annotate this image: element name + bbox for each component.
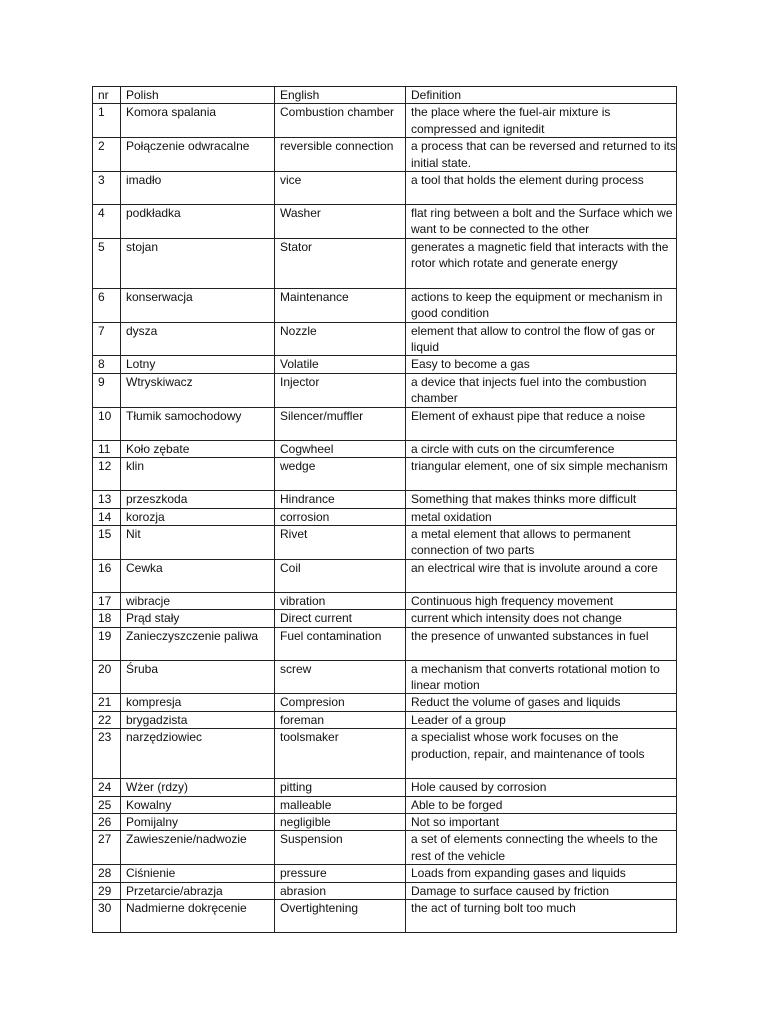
cell-definition: actions to keep the equipment or mechanism in good condition [406, 288, 677, 322]
cell-nr: 28 [93, 865, 121, 882]
cell-polish: Śruba [121, 660, 275, 694]
cell-definition: a tool that holds the element during process [406, 172, 677, 205]
cell-definition: a circle with cuts on the circumference [406, 440, 677, 457]
cell-nr: 12 [93, 458, 121, 491]
table-row [93, 322, 677, 356]
cell-nr: 3 [93, 172, 121, 205]
table-row [93, 491, 677, 508]
cell-definition: a mechanism that converts rotational motion to linear motion [406, 660, 677, 694]
table-row [93, 356, 677, 373]
cell-nr: 23 [93, 729, 121, 779]
cell-english: Maintenance [275, 288, 406, 322]
cell-polish: stojan [121, 238, 275, 288]
cell-english: Suspension [275, 831, 406, 865]
table-row [93, 831, 677, 865]
cell-english: Hindrance [275, 491, 406, 508]
cell-polish: dysza [121, 322, 275, 356]
cell-english: Volatile [275, 356, 406, 373]
cell-polish: wibracje [121, 592, 275, 609]
cell-english: pressure [275, 865, 406, 882]
cell-definition: a specialist whose work focuses on the production, repair, and maintenance of tools [406, 729, 677, 779]
cell-polish: Wtryskiwacz [121, 373, 275, 407]
table-row [93, 440, 677, 457]
cell-polish: Kowalny [121, 796, 275, 813]
cell-polish: Cewka [121, 559, 275, 592]
cell-definition: Reduct the volume of gases and liquids [406, 694, 677, 711]
cell-english: foreman [275, 711, 406, 728]
cell-english: Nozzle [275, 322, 406, 356]
cell-english: Silencer/muffler [275, 407, 406, 440]
cell-polish: Wżer (rdzy) [121, 779, 275, 796]
cell-definition: generates a magnetic field that interacts with the rotor which rotate and generate energy [406, 238, 677, 288]
cell-definition: the place where the fuel-air mixture is compressed and ignitedit [406, 104, 677, 138]
cell-english: abrasion [275, 882, 406, 899]
table-row [93, 900, 677, 933]
table-row [93, 508, 677, 525]
cell-definition: an electrical wire that is involute around a core [406, 559, 677, 592]
cell-polish: Ciśnienie [121, 865, 275, 882]
cell-definition: a process that can be reversed and returned to its initial state. [406, 138, 677, 172]
cell-nr: 17 [93, 592, 121, 609]
cell-nr: 20 [93, 660, 121, 694]
cell-english: screw [275, 660, 406, 694]
cell-english: pitting [275, 779, 406, 796]
cell-nr: 22 [93, 711, 121, 728]
cell-nr: 19 [93, 627, 121, 660]
cell-definition: Leader of a group [406, 711, 677, 728]
table-row [93, 694, 677, 711]
table-row [93, 288, 677, 322]
cell-polish: Tłumik samochodowy [121, 407, 275, 440]
table-row [93, 138, 677, 172]
table-row [93, 813, 677, 830]
table-row [93, 559, 677, 592]
cell-english: Direct current [275, 610, 406, 627]
cell-polish: Przetarcie/abrazja [121, 882, 275, 899]
cell-polish: Komora spalania [121, 104, 275, 138]
cell-definition: Not so important [406, 813, 677, 830]
cell-nr: 5 [93, 238, 121, 288]
table-row [93, 407, 677, 440]
cell-nr: 24 [93, 779, 121, 796]
cell-nr: 8 [93, 356, 121, 373]
header-definition: Definition [406, 87, 677, 104]
cell-polish: Prąd stały [121, 610, 275, 627]
cell-polish: Połączenie odwracalne [121, 138, 275, 172]
cell-definition: a device that injects fuel into the combustion chamber [406, 373, 677, 407]
table-row [93, 104, 677, 138]
cell-definition: a metal element that allows to permanent connection of two parts [406, 525, 677, 559]
cell-definition: the act of turning bolt too much [406, 900, 677, 933]
cell-polish: Zanieczyszczenie paliwa [121, 627, 275, 660]
cell-english: reversible connection [275, 138, 406, 172]
cell-polish: Lotny [121, 356, 275, 373]
cell-nr: 9 [93, 373, 121, 407]
cell-nr: 13 [93, 491, 121, 508]
cell-definition: current which intensity does not change [406, 610, 677, 627]
cell-nr: 30 [93, 900, 121, 933]
table-row [93, 796, 677, 813]
cell-definition: flat ring between a bolt and the Surface which we want to be connected to the other [406, 205, 677, 239]
table-row [93, 205, 677, 239]
cell-nr: 29 [93, 882, 121, 899]
cell-polish: Nadmierne dokręcenie [121, 900, 275, 933]
cell-polish: podkładka [121, 205, 275, 239]
cell-definition: Something that makes thinks more difficult [406, 491, 677, 508]
cell-nr: 1 [93, 104, 121, 138]
cell-polish: Pomijalny [121, 813, 275, 830]
cell-english: vice [275, 172, 406, 205]
cell-definition: Element of exhaust pipe that reduce a noise [406, 407, 677, 440]
table-row [93, 458, 677, 491]
cell-polish: imadło [121, 172, 275, 205]
cell-english: negligible [275, 813, 406, 830]
header-row [93, 87, 677, 104]
glossary-table [92, 86, 677, 933]
cell-polish: kompresja [121, 694, 275, 711]
cell-english: Coil [275, 559, 406, 592]
cell-nr: 27 [93, 831, 121, 865]
table-row [93, 711, 677, 728]
cell-polish: Zawieszenie/nadwozie [121, 831, 275, 865]
table-row [93, 627, 677, 660]
table-row [93, 172, 677, 205]
table-row [93, 610, 677, 627]
cell-polish: narzędziowiec [121, 729, 275, 779]
cell-english: Compresion [275, 694, 406, 711]
cell-definition: Hole caused by corrosion [406, 779, 677, 796]
table-row [93, 373, 677, 407]
cell-nr: 15 [93, 525, 121, 559]
cell-nr: 21 [93, 694, 121, 711]
header-english: English [275, 87, 406, 104]
cell-english: Cogwheel [275, 440, 406, 457]
cell-polish: korozja [121, 508, 275, 525]
cell-nr: 7 [93, 322, 121, 356]
cell-definition: Loads from expanding gases and liquids [406, 865, 677, 882]
cell-english: vibration [275, 592, 406, 609]
cell-english: Rivet [275, 525, 406, 559]
cell-nr: 26 [93, 813, 121, 830]
table-row [93, 882, 677, 899]
table-row [93, 660, 677, 694]
cell-english: corrosion [275, 508, 406, 525]
header-nr: nr [93, 87, 121, 104]
cell-nr: 11 [93, 440, 121, 457]
header-polish: Polish [121, 87, 275, 104]
cell-polish: konserwacja [121, 288, 275, 322]
cell-polish: przeszkoda [121, 491, 275, 508]
table-row [93, 779, 677, 796]
cell-english: Fuel contamination [275, 627, 406, 660]
cell-polish: klin [121, 458, 275, 491]
cell-nr: 25 [93, 796, 121, 813]
cell-nr: 10 [93, 407, 121, 440]
cell-polish: Koło zębate [121, 440, 275, 457]
table-row [93, 865, 677, 882]
table-row [93, 525, 677, 559]
table-row [93, 238, 677, 288]
cell-definition: triangular element, one of six simple mechanism [406, 458, 677, 491]
cell-definition: the presence of unwanted substances in fuel [406, 627, 677, 660]
cell-english: toolsmaker [275, 729, 406, 779]
cell-nr: 4 [93, 205, 121, 239]
cell-definition: metal oxidation [406, 508, 677, 525]
cell-definition: Damage to surface caused by friction [406, 882, 677, 899]
cell-english: Overtightening [275, 900, 406, 933]
cell-english: Injector [275, 373, 406, 407]
cell-definition: Easy to become a gas [406, 356, 677, 373]
cell-definition: a set of elements connecting the wheels to the rest of the vehicle [406, 831, 677, 865]
table-row [93, 729, 677, 779]
cell-english: Washer [275, 205, 406, 239]
cell-nr: 2 [93, 138, 121, 172]
cell-definition: Able to be forged [406, 796, 677, 813]
cell-polish: Nit [121, 525, 275, 559]
cell-nr: 18 [93, 610, 121, 627]
cell-nr: 16 [93, 559, 121, 592]
table-row [93, 592, 677, 609]
cell-english: wedge [275, 458, 406, 491]
cell-english: Stator [275, 238, 406, 288]
cell-nr: 6 [93, 288, 121, 322]
cell-polish: brygadzista [121, 711, 275, 728]
cell-english: malleable [275, 796, 406, 813]
cell-nr: 14 [93, 508, 121, 525]
cell-english: Combustion chamber [275, 104, 406, 138]
cell-definition: Continuous high frequency movement [406, 592, 677, 609]
cell-definition: element that allow to control the flow of gas or liquid [406, 322, 677, 356]
